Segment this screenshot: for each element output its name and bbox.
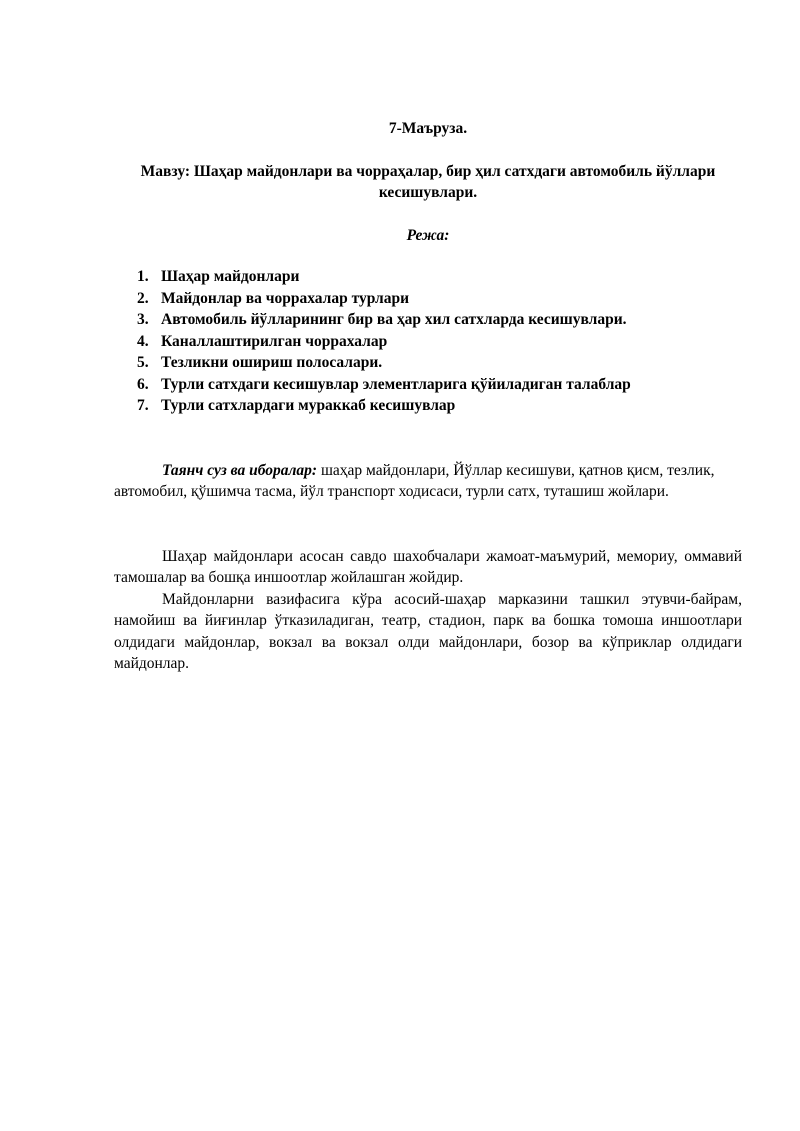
plan-item-number: 4. [137,332,149,350]
lecture-number: 7-Маъруза. [388,120,468,137]
plan-item [114,395,742,417]
plan-item-text: Тезликни ошириш полосалари. [161,354,383,371]
plan-item-number: 1. [137,268,149,285]
plan-item [114,288,742,310]
plan-item [114,374,742,396]
plan-item [114,331,742,353]
plan-item-number: 5. [137,354,149,371]
plan-list [114,266,742,417]
plan-item [114,309,742,331]
plan-heading: Режа: [406,226,450,244]
plan-item-text: Турли сатхдаги кесишувлар элементларига қўйиладиган талаблар [161,375,631,393]
plan-item [114,266,742,288]
body-paragraph: Майдонларни вазифасига кўра асосий-шаҳар марказини ташкил этувчи-байрам, намойиш ва йиғинлар ўтказиладиган, театр, стадион, парк ва бошка томоша иншоотлари олдидаги майдонлар, вокзал ва вокзал олди майдонлари, бозор ва кўприклар олдидаги майдонлар. [114,590,742,672]
plan-item-text: Автомобиль йўлларининг бир ва ҳар хил сатхларда кесишувлари. [161,311,627,328]
plan-item-number: 7. [137,397,149,414]
keywords-paragraph [114,460,742,503]
plan-item-text: Майдонлар ва чоррахалар турлари [161,289,410,307]
body-paragraph: Шаҳар майдонлари асосан савдо шахобчалари жамоат-маъмурий, мемориy, оммавий тамошалар ва бошқа иншоотлар жойлашган жойдир. [114,547,742,586]
topic-title: Мавзу: Шаҳар майдонлари ва чорраҳалар, бир ҳил сатхдаги автомобиль йўллари кесишувлари. [140,162,716,201]
plan-item-number: 6. [137,375,149,393]
plan-item-text: Турли сатхлардаги мураккаб кесишувлар [161,397,456,414]
plan-item-text: Каналлаштирилган чоррахалар [161,332,388,350]
plan-item-text: Шаҳар майдонлари [161,268,300,285]
keywords-label: Таянч суз ва иборалар: [162,461,318,479]
document-page [114,118,742,675]
plan-item-number: 2. [137,289,149,307]
plan-item [114,352,742,374]
plan-item-number: 3. [137,311,149,328]
keywords-text: шаҳар майдонлари, Йўллар кесишуви, қатнов қисм, тезлик, автомобил, қўшимча тасма, йўл транспорт ходисаси, турли сатх, туташиш жойлари. [114,461,715,500]
